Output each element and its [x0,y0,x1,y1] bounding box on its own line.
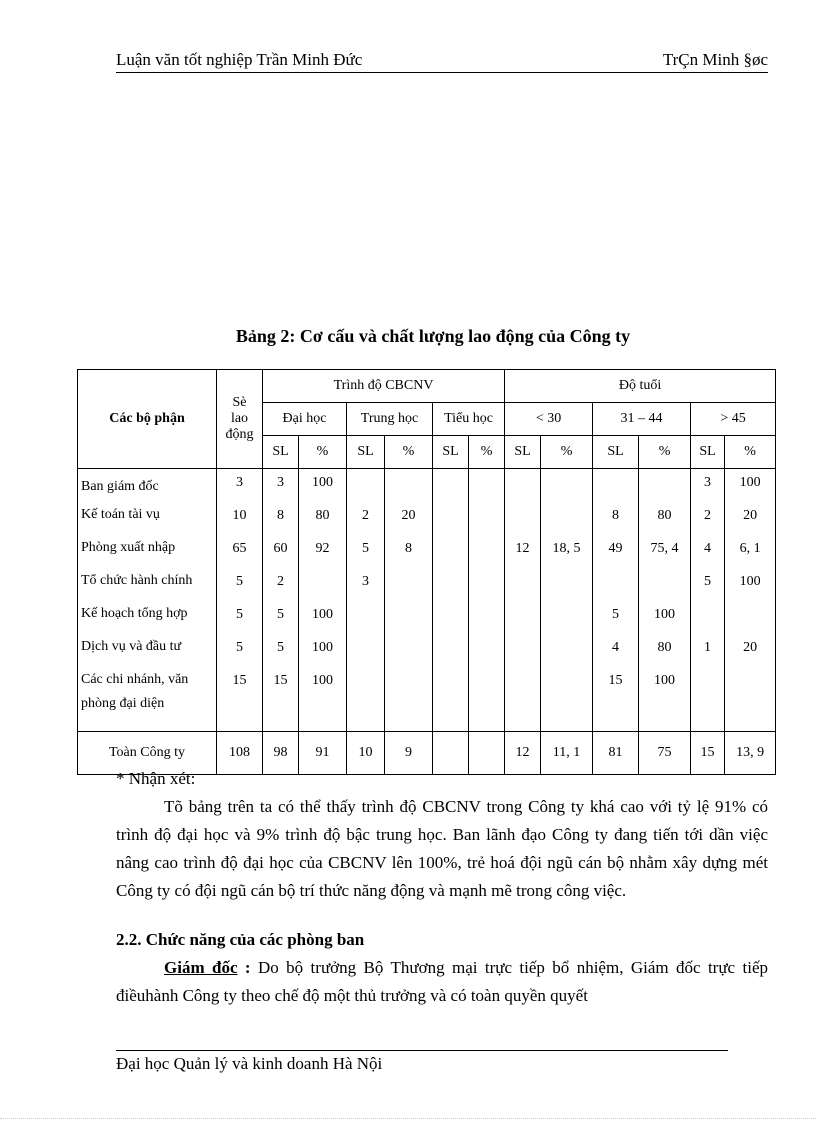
cell-tieu-pct [469,503,505,536]
table-row [78,503,776,536]
table-row [78,635,776,668]
cell-a44-sl [593,569,639,602]
cell-a45-sl [691,668,725,723]
cell-tieu-sl [433,602,469,635]
spacer-cell [639,723,691,732]
workforce-table [77,369,776,775]
cell-a30-sl [505,503,541,536]
cell-a30-sl: 12 [505,536,541,569]
header-over45: > 45 [691,403,776,436]
paragraph-director-sep: : [237,958,258,977]
cell-workers: 65 [217,536,263,569]
cell-th-sl [347,668,385,723]
header-workers-line3: động [225,427,254,442]
cell-th-sl [347,635,385,668]
section-heading: 2.2. Chức năng của các phòng ban [116,930,365,949]
cell-a44-sl: 8 [593,503,639,536]
cell-dh-sl: 5 [263,635,299,668]
spacer-cell [347,723,385,732]
cell-a45-sl [691,602,725,635]
cell-a44-pct: 100 [639,668,691,723]
cell-a45-pct: 6, 1 [725,536,776,569]
cell-a30-sl [505,602,541,635]
paragraph-director [116,954,768,1010]
header-pct: % [299,436,347,469]
header-age: Độ tuổi [505,370,776,403]
header-primary: Tiểu học [433,403,505,436]
cell-dept: Dịch vụ và đầu tư [78,635,217,668]
total-th-pct: 9 [385,732,433,775]
cell-workers: 5 [217,569,263,602]
cell-dh-sl: 8 [263,503,299,536]
cell-dh-pct: 100 [299,602,347,635]
cell-a45-pct [725,602,776,635]
table-row [78,668,776,723]
cell-workers: 5 [217,635,263,668]
header-sl: SL [593,436,639,469]
cell-dh-pct: 80 [299,503,347,536]
cell-a45-sl: 5 [691,569,725,602]
cell-a30-sl [505,668,541,723]
cell-tieu-pct [469,602,505,635]
cell-tieu-pct [469,469,505,504]
cell-th-pct [385,569,433,602]
cell-a30-pct [541,469,593,504]
header-department: Các bộ phận [78,370,217,469]
paragraph-remark-text: Tõ bảng trên ta có thể thấy trình độ CBCNV trong Công ty khá cao với tỷ lệ 91% có trình độ đại học và 9% trình độ bậc trung học. Ban lãnh đạo Công ty đang tiến tới dần việc nâng cao trình độ đại học của CBCNV lên 100%, trẻ hoá đội ngũ cán bộ nhằm xây dựng mét Công ty có đội ngũ cán bộ trí thức năng động và mạnh mẽ trong công việc. [116,797,768,900]
cell-dept: Phòng xuất nhập [78,536,217,569]
header-workers [217,370,263,469]
cell-dh-sl: 15 [263,668,299,723]
header-pct: % [469,436,505,469]
cell-a30-pct [541,569,593,602]
cell-a45-sl: 1 [691,635,725,668]
table-row [78,536,776,569]
header-pct: % [541,436,593,469]
cell-a45-pct: 20 [725,503,776,536]
cell-th-pct [385,635,433,668]
header-sl: SL [433,436,469,469]
cell-tieu-pct [469,569,505,602]
cell-th-sl: 2 [347,503,385,536]
spacer-cell [691,723,725,732]
cell-dept: Tổ chức hành chính [78,569,217,602]
spacer-cell [469,723,505,732]
header-under30: < 30 [505,403,593,436]
table-row [78,469,776,504]
header-workers-line1: Sè [232,395,247,410]
header-right-author: TrÇn Minh §øc [662,50,768,69]
page-edge [0,1118,816,1119]
cell-tieu-sl [433,635,469,668]
cell-dh-pct [299,569,347,602]
total-dh-pct: 91 [299,732,347,775]
page-footer: Đại học Quản lý và kinh doanh Hà Nội [116,1054,383,1073]
cell-a45-sl: 2 [691,503,725,536]
paragraph-director-lead: Giám đốc [164,958,238,977]
table-row [78,569,776,602]
cell-a45-pct: 100 [725,569,776,602]
table-body [78,469,776,732]
cell-a44-pct: 75, 4 [639,536,691,569]
total-dh-sl: 98 [263,732,299,775]
cell-a45-sl: 3 [691,469,725,504]
spacer-cell [299,723,347,732]
total-dept: Toàn Công ty [78,732,217,775]
header-university: Đại học [263,403,347,436]
cell-a44-sl: 15 [593,668,639,723]
cell-a30-sl [505,569,541,602]
header-sl: SL [691,436,725,469]
cell-a44-pct: 100 [639,602,691,635]
spacer-cell [725,723,776,732]
cell-tieu-sl [433,569,469,602]
cell-dept: Ban giám đốc [78,469,217,504]
spacer-cell [78,723,217,732]
cell-dh-pct: 92 [299,536,347,569]
header-rule [116,72,768,73]
header-pct: % [385,436,433,469]
cell-a44-pct: 80 [639,635,691,668]
cell-a30-pct [541,668,593,723]
cell-tieu-pct [469,635,505,668]
spacer-cell [217,723,263,732]
spacer-cell [385,723,433,732]
cell-dept: Kế toán tài vụ [78,503,217,536]
cell-tieu-pct [469,668,505,723]
cell-a45-pct [725,668,776,723]
spacer-cell [505,723,541,732]
cell-dh-pct: 100 [299,469,347,504]
cell-a30-pct [541,635,593,668]
cell-a30-pct [541,602,593,635]
cell-a30-pct [541,503,593,536]
total-a44-sl: 81 [593,732,639,775]
cell-th-sl: 5 [347,536,385,569]
cell-th-sl [347,469,385,504]
cell-a30-sl [505,635,541,668]
total-a30-sl: 12 [505,732,541,775]
header-pct: % [639,436,691,469]
header-sl: SL [505,436,541,469]
cell-th-pct: 8 [385,536,433,569]
cell-a44-pct [639,469,691,504]
cell-tieu-sl [433,668,469,723]
paragraph-director-text: Do bộ trưởng Bộ Thương mại trực tiếp bổ nhiệm, Giám đốc trực tiếp điềuhành Công ty theo chế độ một thủ trưởng và có toàn quyền quyết [116,958,768,1005]
total-workers: 108 [217,732,263,775]
cell-th-pct [385,668,433,723]
total-a44-pct: 75 [639,732,691,775]
cell-dh-sl: 60 [263,536,299,569]
cell-tieu-sl [433,503,469,536]
paragraph-remark [116,793,768,905]
table-title: Bảng 2: Cơ cấu và chất lượng lao động của Công ty [235,326,631,346]
total-a30-pct: 11, 1 [541,732,593,775]
header-31-44: 31 – 44 [593,403,691,436]
cell-dh-sl: 2 [263,569,299,602]
footer-rule [116,1050,728,1051]
cell-a45-sl: 4 [691,536,725,569]
header-highschool: Trung học [347,403,433,436]
total-a45-sl: 15 [691,732,725,775]
cell-a30-pct: 18, 5 [541,536,593,569]
cell-tieu-sl [433,469,469,504]
cell-dept: Kế hoạch tổng hợp [78,602,217,635]
page-header [116,50,768,72]
table-row [78,602,776,635]
table-body-end [78,723,776,732]
cell-workers: 3 [217,469,263,504]
cell-a44-pct: 80 [639,503,691,536]
header-pct: % [725,436,776,469]
cell-th-pct: 20 [385,503,433,536]
cell-a44-sl: 5 [593,602,639,635]
cell-th-sl: 3 [347,569,385,602]
cell-th-sl [347,602,385,635]
header-sl: SL [347,436,385,469]
cell-a44-pct [639,569,691,602]
header-sl: SL [263,436,299,469]
cell-dh-pct: 100 [299,635,347,668]
cell-workers: 15 [217,668,263,723]
cell-a44-sl [593,469,639,504]
cell-th-pct [385,602,433,635]
header-education: Trình độ CBCNV [263,370,505,403]
cell-dh-pct: 100 [299,668,347,723]
cell-th-pct [385,469,433,504]
cell-a44-sl: 49 [593,536,639,569]
cell-a30-sl [505,469,541,504]
total-th-sl: 10 [347,732,385,775]
note-label: * Nhận xét: [116,769,196,788]
cell-a45-pct: 20 [725,635,776,668]
cell-dh-sl: 3 [263,469,299,504]
total-a45-pct: 13, 9 [725,732,776,775]
cell-dept: Các chi nhánh, văn phòng đại diện [78,668,217,723]
cell-workers: 10 [217,503,263,536]
spacer-cell [593,723,639,732]
cell-tieu-sl [433,536,469,569]
spacer-cell [263,723,299,732]
header-workers-line2: lao [230,411,249,426]
cell-tieu-pct [469,536,505,569]
cell-workers: 5 [217,602,263,635]
cell-a45-pct: 100 [725,469,776,504]
spacer-cell [541,723,593,732]
cell-dh-sl: 5 [263,602,299,635]
spacer-cell [433,723,469,732]
header-left-title: Luận văn tốt nghiệp Trần Minh Đức [116,50,363,69]
cell-a44-sl: 4 [593,635,639,668]
